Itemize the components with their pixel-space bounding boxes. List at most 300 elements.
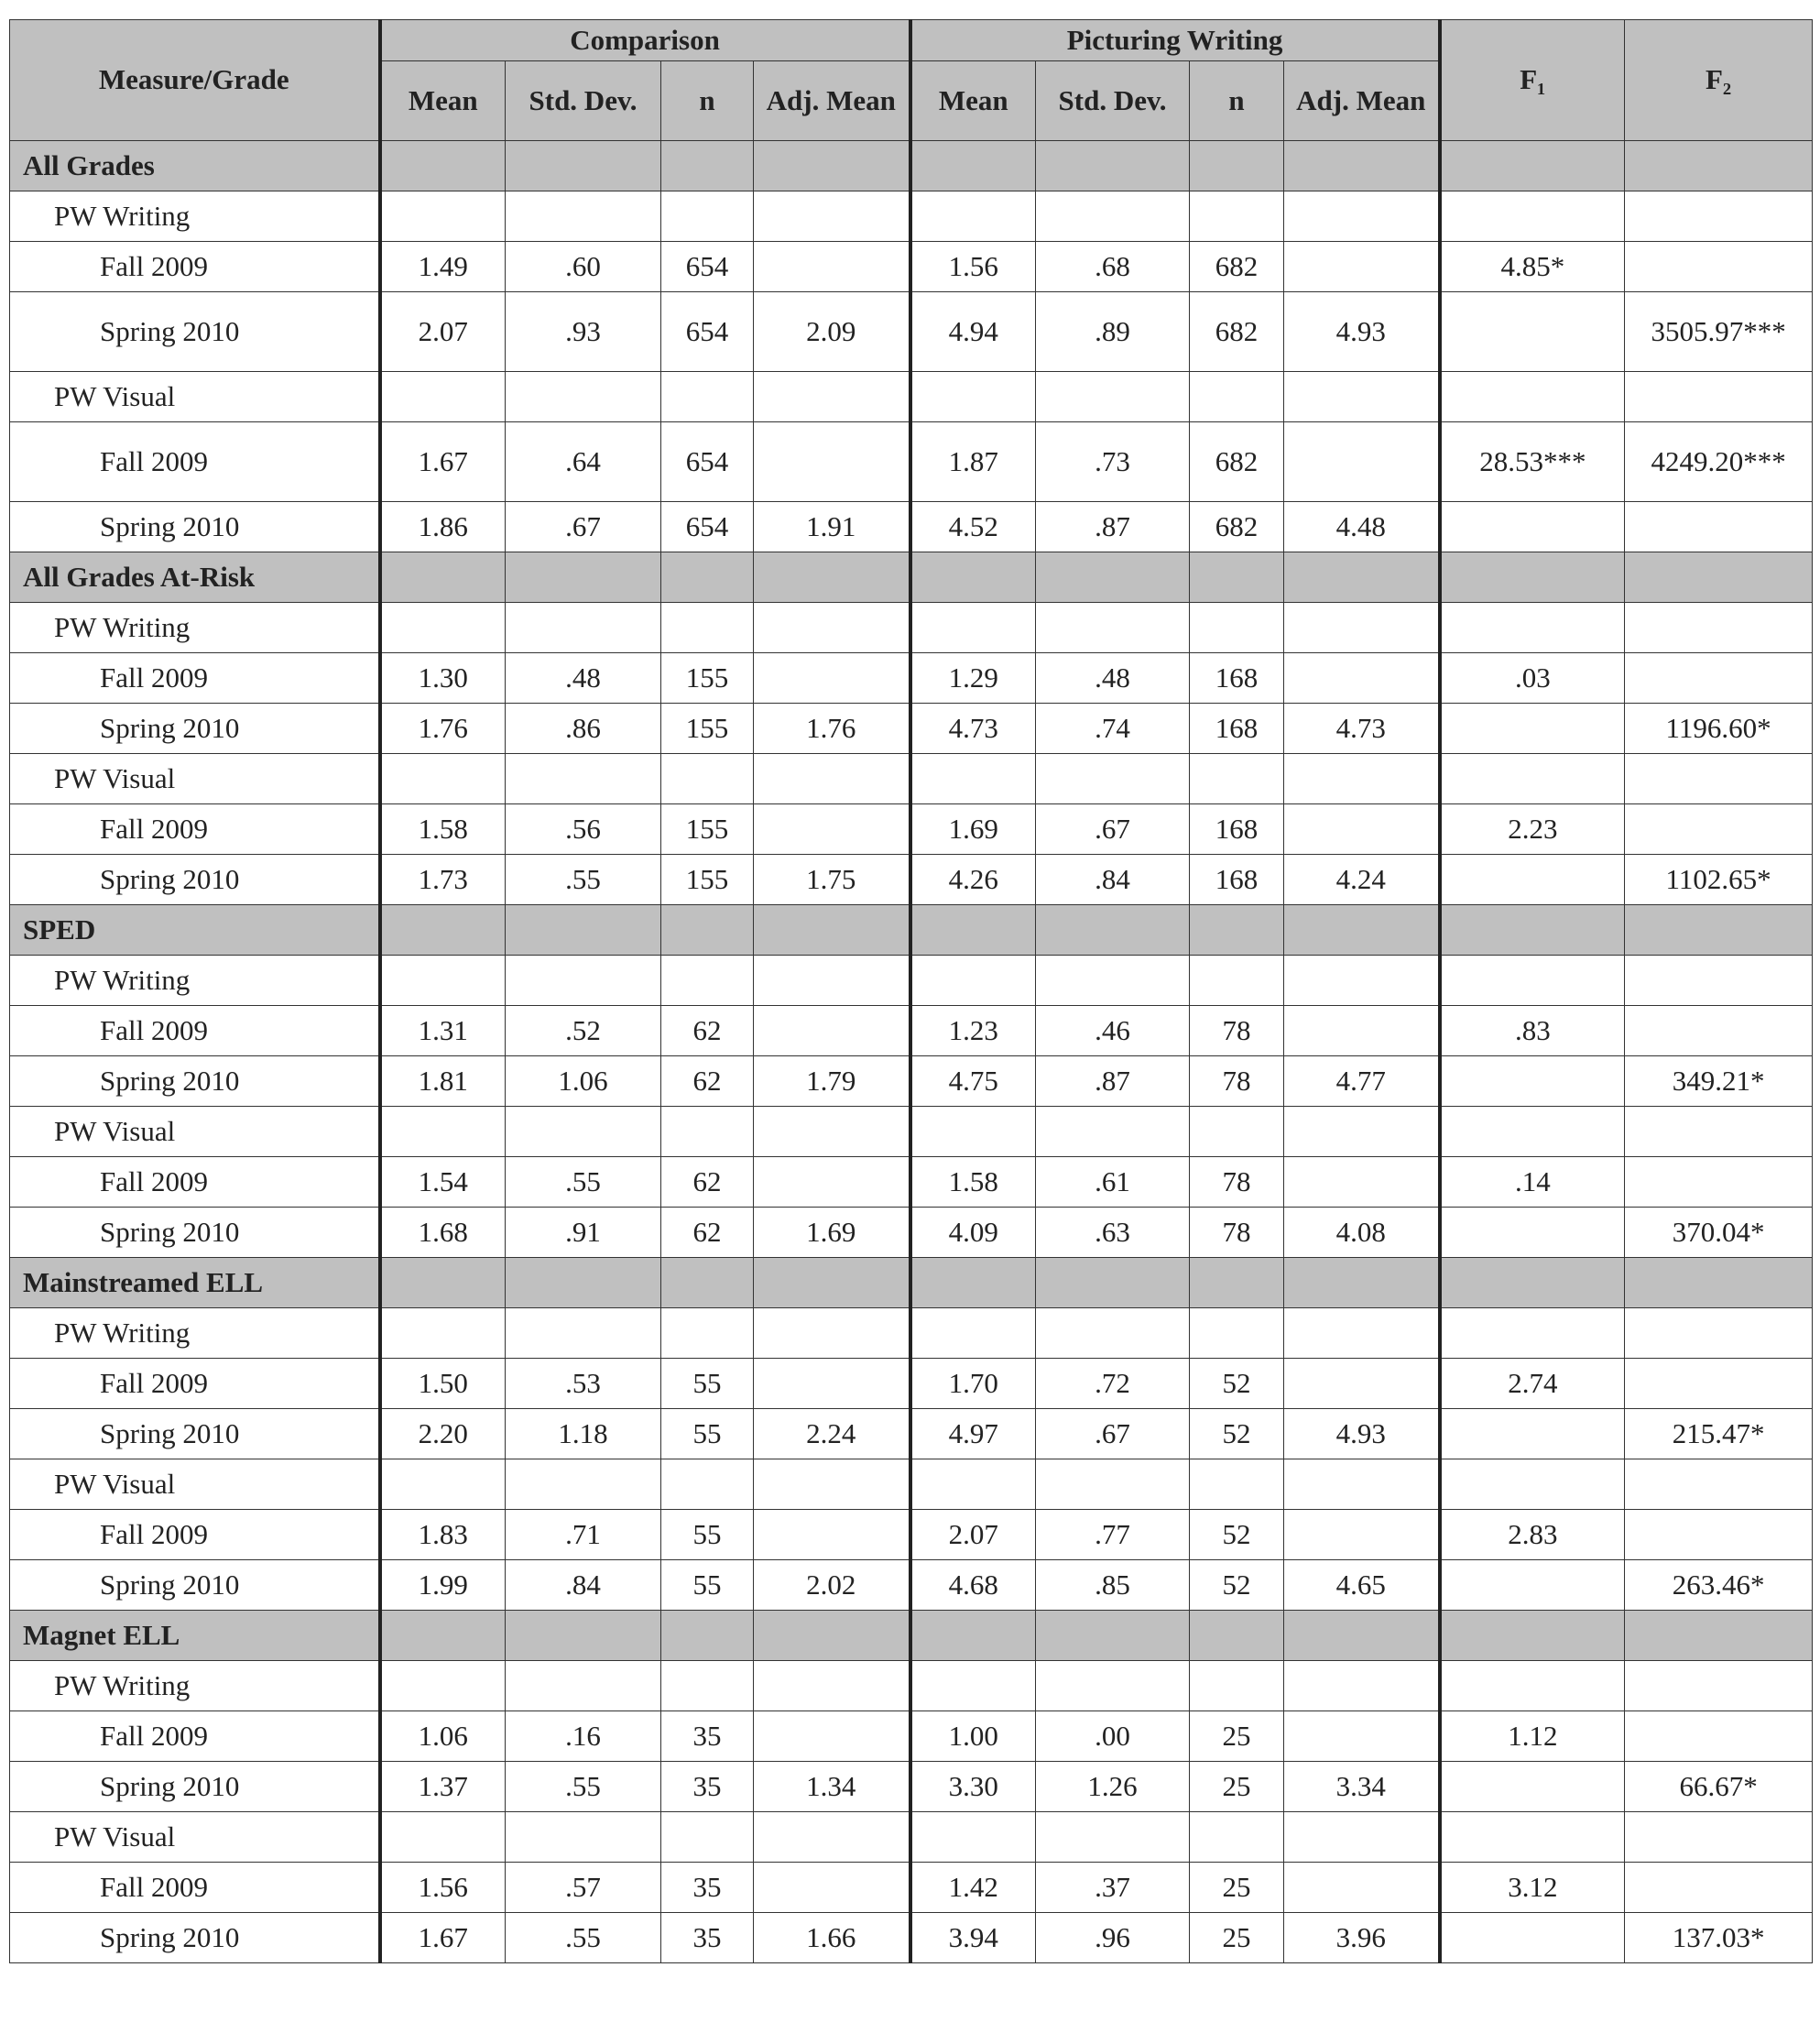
empty-cell: [1440, 905, 1625, 956]
f1-value: [1440, 1560, 1625, 1611]
pw-mean: 1.00: [910, 1711, 1036, 1762]
comparison-mean: 1.37: [380, 1762, 506, 1812]
comparison-std-dev: .71: [506, 1510, 661, 1560]
comparison-mean: 1.81: [380, 1056, 506, 1107]
empty-cell: [506, 372, 661, 422]
comparison-mean: 1.67: [380, 422, 506, 502]
empty-cell: [910, 552, 1036, 603]
measure-row: [10, 1661, 1813, 1711]
empty-cell: [910, 1661, 1036, 1711]
f1-value: 28.53***: [1440, 422, 1625, 502]
empty-cell: [910, 141, 1036, 191]
empty-cell: [1036, 552, 1190, 603]
empty-cell: [1284, 1107, 1440, 1157]
comparison-adj-mean: 1.76: [754, 704, 910, 754]
empty-cell: [1625, 141, 1813, 191]
pw-n: 682: [1190, 292, 1284, 372]
comparison-n: 35: [661, 1913, 754, 1963]
pw-n: 78: [1190, 1006, 1284, 1056]
comparison-mean: 1.30: [380, 653, 506, 704]
pw-mean: 1.70: [910, 1359, 1036, 1409]
f1-value: 1.12: [1440, 1711, 1625, 1762]
pw-adj-mean: [1284, 1510, 1440, 1560]
empty-cell: [754, 552, 910, 603]
subheader-n: n: [661, 61, 754, 141]
pw-mean: 4.68: [910, 1560, 1036, 1611]
term-label: Spring 2010: [10, 1056, 380, 1107]
empty-cell: [1625, 1611, 1813, 1661]
comparison-mean: 1.76: [380, 704, 506, 754]
table-row: [10, 804, 1813, 855]
comparison-n: 155: [661, 804, 754, 855]
empty-cell: [910, 1258, 1036, 1308]
measure-label: PW Visual: [10, 1812, 380, 1863]
empty-cell: [1440, 1107, 1625, 1157]
empty-cell: [661, 372, 754, 422]
empty-cell: [1440, 1611, 1625, 1661]
pw-mean: 3.30: [910, 1762, 1036, 1812]
comparison-adj-mean: [754, 242, 910, 292]
empty-cell: [754, 1611, 910, 1661]
comparison-adj-mean: 2.24: [754, 1409, 910, 1459]
empty-cell: [1036, 1611, 1190, 1661]
pw-n: 25: [1190, 1863, 1284, 1913]
table-row: [10, 292, 1813, 372]
f2-value: 263.46*: [1625, 1560, 1813, 1611]
table-row: [10, 1711, 1813, 1762]
empty-cell: [380, 191, 506, 242]
comparison-adj-mean: 2.02: [754, 1560, 910, 1611]
empty-cell: [1284, 956, 1440, 1006]
section-title: All Grades At-Risk: [10, 552, 380, 603]
term-label: Fall 2009: [10, 1510, 380, 1560]
subheader-std-dev: Std. Dev.: [1036, 61, 1190, 141]
comparison-std-dev: .55: [506, 1913, 661, 1963]
term-label: Spring 2010: [10, 1409, 380, 1459]
pw-std-dev: .96: [1036, 1913, 1190, 1963]
empty-cell: [1036, 1459, 1190, 1510]
subheader-mean: Mean: [910, 61, 1036, 141]
comparison-adj-mean: [754, 1359, 910, 1409]
empty-cell: [1440, 141, 1625, 191]
f1-value: [1440, 1762, 1625, 1812]
pw-n: 52: [1190, 1359, 1284, 1409]
comparison-std-dev: .67: [506, 502, 661, 552]
empty-cell: [1284, 141, 1440, 191]
measure-label: PW Visual: [10, 1107, 380, 1157]
pw-std-dev: .61: [1036, 1157, 1190, 1208]
comparison-mean: 1.68: [380, 1208, 506, 1258]
empty-cell: [1284, 754, 1440, 804]
comparison-std-dev: .86: [506, 704, 661, 754]
comparison-n: 654: [661, 242, 754, 292]
comparison-adj-mean: 2.09: [754, 292, 910, 372]
comparison-n: 62: [661, 1157, 754, 1208]
term-label: Fall 2009: [10, 422, 380, 502]
comparison-n: 62: [661, 1056, 754, 1107]
empty-cell: [380, 1459, 506, 1510]
comparison-std-dev: .93: [506, 292, 661, 372]
empty-cell: [661, 754, 754, 804]
empty-cell: [1440, 372, 1625, 422]
pw-n: 682: [1190, 422, 1284, 502]
pw-std-dev: .87: [1036, 1056, 1190, 1107]
empty-cell: [506, 552, 661, 603]
empty-cell: [506, 1308, 661, 1359]
empty-cell: [506, 191, 661, 242]
section-title: All Grades: [10, 141, 380, 191]
comparison-mean: 1.58: [380, 804, 506, 855]
term-label: Fall 2009: [10, 1006, 380, 1056]
empty-cell: [1190, 1258, 1284, 1308]
table-row: [10, 1359, 1813, 1409]
empty-cell: [506, 1611, 661, 1661]
empty-cell: [380, 1611, 506, 1661]
pw-mean: 1.23: [910, 1006, 1036, 1056]
f1-value: 3.12: [1440, 1863, 1625, 1913]
pw-n: 682: [1190, 502, 1284, 552]
empty-cell: [754, 1459, 910, 1510]
f2-value: [1625, 1863, 1813, 1913]
empty-cell: [1036, 754, 1190, 804]
empty-cell: [380, 1308, 506, 1359]
empty-cell: [1036, 372, 1190, 422]
table-row: [10, 1409, 1813, 1459]
comparison-adj-mean: [754, 804, 910, 855]
empty-cell: [1190, 603, 1284, 653]
term-label: Fall 2009: [10, 242, 380, 292]
pw-adj-mean: [1284, 1711, 1440, 1762]
measure-label: PW Writing: [10, 191, 380, 242]
comparison-n: 654: [661, 292, 754, 372]
section-title: SPED: [10, 905, 380, 956]
empty-cell: [1284, 1308, 1440, 1359]
measure-label: PW Visual: [10, 1459, 380, 1510]
header-comparison: Comparison: [380, 20, 910, 61]
f2-value: [1625, 1711, 1813, 1762]
empty-cell: [380, 552, 506, 603]
pw-n: 682: [1190, 242, 1284, 292]
table-body: [10, 141, 1813, 1963]
empty-cell: [1625, 1459, 1813, 1510]
table-row: [10, 1913, 1813, 1963]
measure-row: [10, 956, 1813, 1006]
pw-std-dev: .85: [1036, 1560, 1190, 1611]
empty-cell: [506, 905, 661, 956]
pw-n: 78: [1190, 1208, 1284, 1258]
empty-cell: [506, 1107, 661, 1157]
empty-cell: [1625, 1258, 1813, 1308]
comparison-n: 35: [661, 1863, 754, 1913]
pw-mean: 1.56: [910, 242, 1036, 292]
pw-n: 25: [1190, 1762, 1284, 1812]
comparison-n: 35: [661, 1762, 754, 1812]
comparison-std-dev: .56: [506, 804, 661, 855]
empty-cell: [754, 754, 910, 804]
comparison-mean: 1.83: [380, 1510, 506, 1560]
f2-value: 215.47*: [1625, 1409, 1813, 1459]
measure-row: [10, 603, 1813, 653]
pw-adj-mean: [1284, 1359, 1440, 1409]
subheader-std-dev: Std. Dev.: [506, 61, 661, 141]
comparison-adj-mean: [754, 422, 910, 502]
results-table: [9, 19, 1813, 1963]
comparison-mean: 1.67: [380, 1913, 506, 1963]
empty-cell: [506, 603, 661, 653]
empty-cell: [506, 1661, 661, 1711]
empty-cell: [1036, 1812, 1190, 1863]
empty-cell: [1625, 956, 1813, 1006]
empty-cell: [380, 905, 506, 956]
measure-row: [10, 1308, 1813, 1359]
comparison-mean: 2.07: [380, 292, 506, 372]
empty-cell: [1625, 603, 1813, 653]
empty-cell: [1190, 956, 1284, 1006]
empty-cell: [661, 1308, 754, 1359]
pw-n: 168: [1190, 653, 1284, 704]
f1-value: .03: [1440, 653, 1625, 704]
comparison-std-dev: 1.18: [506, 1409, 661, 1459]
empty-cell: [1036, 1107, 1190, 1157]
empty-cell: [1036, 1661, 1190, 1711]
pw-n: 25: [1190, 1711, 1284, 1762]
term-label: Fall 2009: [10, 1359, 380, 1409]
comparison-std-dev: .57: [506, 1863, 661, 1913]
empty-cell: [754, 1812, 910, 1863]
pw-std-dev: .74: [1036, 704, 1190, 754]
pw-std-dev: .37: [1036, 1863, 1190, 1913]
comparison-mean: 1.86: [380, 502, 506, 552]
term-label: Fall 2009: [10, 1711, 380, 1762]
empty-cell: [754, 603, 910, 653]
f1-value: .83: [1440, 1006, 1625, 1056]
term-label: Fall 2009: [10, 804, 380, 855]
pw-mean: 4.75: [910, 1056, 1036, 1107]
empty-cell: [661, 956, 754, 1006]
pw-mean: 4.97: [910, 1409, 1036, 1459]
empty-cell: [506, 754, 661, 804]
comparison-std-dev: .16: [506, 1711, 661, 1762]
measure-row: [10, 372, 1813, 422]
f2-value: 370.04*: [1625, 1208, 1813, 1258]
pw-adj-mean: 4.73: [1284, 704, 1440, 754]
table-row: [10, 653, 1813, 704]
empty-cell: [910, 1107, 1036, 1157]
empty-cell: [661, 1611, 754, 1661]
comparison-adj-mean: [754, 1863, 910, 1913]
pw-adj-mean: [1284, 1157, 1440, 1208]
empty-cell: [1036, 1258, 1190, 1308]
empty-cell: [1625, 1107, 1813, 1157]
pw-std-dev: .67: [1036, 1409, 1190, 1459]
empty-cell: [1190, 1459, 1284, 1510]
pw-mean: 4.52: [910, 502, 1036, 552]
pw-mean: 2.07: [910, 1510, 1036, 1560]
empty-cell: [380, 603, 506, 653]
pw-std-dev: .68: [1036, 242, 1190, 292]
f1-value: 2.23: [1440, 804, 1625, 855]
empty-cell: [1036, 905, 1190, 956]
empty-cell: [661, 1107, 754, 1157]
comparison-adj-mean: [754, 1510, 910, 1560]
comparison-n: 654: [661, 422, 754, 502]
empty-cell: [754, 1308, 910, 1359]
empty-cell: [910, 372, 1036, 422]
empty-cell: [661, 1459, 754, 1510]
measure-row: [10, 754, 1813, 804]
comparison-adj-mean: 1.75: [754, 855, 910, 905]
empty-cell: [1440, 956, 1625, 1006]
empty-cell: [1625, 372, 1813, 422]
empty-cell: [1190, 905, 1284, 956]
subheader-mean: Mean: [380, 61, 506, 141]
empty-cell: [1036, 956, 1190, 1006]
table-row: [10, 1560, 1813, 1611]
empty-cell: [1190, 1107, 1284, 1157]
header-f2: F₂: [1625, 20, 1813, 141]
f1-value: [1440, 855, 1625, 905]
f1-value: [1440, 1913, 1625, 1963]
f2-value: [1625, 653, 1813, 704]
comparison-n: 55: [661, 1560, 754, 1611]
comparison-n: 55: [661, 1359, 754, 1409]
empty-cell: [661, 1258, 754, 1308]
f2-value: [1625, 502, 1813, 552]
comparison-adj-mean: [754, 653, 910, 704]
pw-adj-mean: [1284, 804, 1440, 855]
empty-cell: [910, 905, 1036, 956]
comparison-mean: 1.50: [380, 1359, 506, 1409]
empty-cell: [910, 956, 1036, 1006]
section-header-row: [10, 1258, 1813, 1308]
empty-cell: [1625, 1812, 1813, 1863]
empty-cell: [1284, 552, 1440, 603]
empty-cell: [380, 141, 506, 191]
pw-mean: 1.87: [910, 422, 1036, 502]
comparison-adj-mean: [754, 1711, 910, 1762]
table-row: [10, 242, 1813, 292]
pw-n: 168: [1190, 804, 1284, 855]
empty-cell: [754, 1107, 910, 1157]
empty-cell: [1190, 1611, 1284, 1661]
comparison-mean: 1.49: [380, 242, 506, 292]
subheader-adj-mean: Adj. Mean: [754, 61, 910, 141]
pw-adj-mean: [1284, 1863, 1440, 1913]
empty-cell: [1190, 1812, 1284, 1863]
empty-cell: [1625, 191, 1813, 242]
pw-adj-mean: 4.65: [1284, 1560, 1440, 1611]
empty-cell: [661, 905, 754, 956]
empty-cell: [754, 141, 910, 191]
term-label: Spring 2010: [10, 502, 380, 552]
pw-std-dev: .63: [1036, 1208, 1190, 1258]
f2-value: 66.67*: [1625, 1762, 1813, 1812]
comparison-std-dev: .53: [506, 1359, 661, 1409]
empty-cell: [1284, 1258, 1440, 1308]
empty-cell: [910, 603, 1036, 653]
comparison-n: 155: [661, 653, 754, 704]
empty-cell: [1625, 754, 1813, 804]
comparison-std-dev: .84: [506, 1560, 661, 1611]
pw-adj-mean: [1284, 422, 1440, 502]
empty-cell: [754, 1258, 910, 1308]
pw-mean: 4.73: [910, 704, 1036, 754]
empty-cell: [661, 191, 754, 242]
empty-cell: [1440, 1661, 1625, 1711]
section-header-row: [10, 141, 1813, 191]
f2-value: 1196.60*: [1625, 704, 1813, 754]
comparison-std-dev: .48: [506, 653, 661, 704]
pw-adj-mean: [1284, 653, 1440, 704]
empty-cell: [380, 1258, 506, 1308]
empty-cell: [910, 191, 1036, 242]
table-row: [10, 502, 1813, 552]
pw-std-dev: .77: [1036, 1510, 1190, 1560]
term-label: Fall 2009: [10, 1157, 380, 1208]
pw-mean: 1.42: [910, 1863, 1036, 1913]
table-row: [10, 422, 1813, 502]
empty-cell: [661, 1812, 754, 1863]
f2-value: [1625, 1359, 1813, 1409]
empty-cell: [1190, 372, 1284, 422]
comparison-std-dev: 1.06: [506, 1056, 661, 1107]
comparison-n: 155: [661, 855, 754, 905]
f2-value: 349.21*: [1625, 1056, 1813, 1107]
pw-std-dev: .00: [1036, 1711, 1190, 1762]
pw-adj-mean: [1284, 242, 1440, 292]
empty-cell: [910, 754, 1036, 804]
empty-cell: [910, 1611, 1036, 1661]
empty-cell: [1036, 141, 1190, 191]
pw-adj-mean: 4.24: [1284, 855, 1440, 905]
comparison-n: 155: [661, 704, 754, 754]
comparison-std-dev: .60: [506, 242, 661, 292]
empty-cell: [506, 1459, 661, 1510]
term-label: Fall 2009: [10, 653, 380, 704]
empty-cell: [380, 754, 506, 804]
pw-adj-mean: 4.08: [1284, 1208, 1440, 1258]
comparison-std-dev: .55: [506, 855, 661, 905]
pw-n: 52: [1190, 1510, 1284, 1560]
f1-value: [1440, 1409, 1625, 1459]
empty-cell: [1190, 141, 1284, 191]
pw-std-dev: .87: [1036, 502, 1190, 552]
empty-cell: [1190, 552, 1284, 603]
empty-cell: [910, 1308, 1036, 1359]
empty-cell: [1440, 1258, 1625, 1308]
empty-cell: [1190, 1308, 1284, 1359]
pw-n: 52: [1190, 1560, 1284, 1611]
comparison-std-dev: .52: [506, 1006, 661, 1056]
term-label: Spring 2010: [10, 1208, 380, 1258]
empty-cell: [1190, 191, 1284, 242]
section-header-row: [10, 552, 1813, 603]
empty-cell: [754, 905, 910, 956]
empty-cell: [754, 372, 910, 422]
pw-n: 78: [1190, 1056, 1284, 1107]
comparison-n: 62: [661, 1006, 754, 1056]
comparison-std-dev: .64: [506, 422, 661, 502]
empty-cell: [380, 1812, 506, 1863]
table-row: [10, 1006, 1813, 1056]
empty-cell: [754, 1661, 910, 1711]
pw-std-dev: 1.26: [1036, 1762, 1190, 1812]
f2-value: 4249.20***: [1625, 422, 1813, 502]
empty-cell: [661, 552, 754, 603]
pw-n: 25: [1190, 1913, 1284, 1963]
f2-value: [1625, 1157, 1813, 1208]
comparison-adj-mean: 1.79: [754, 1056, 910, 1107]
